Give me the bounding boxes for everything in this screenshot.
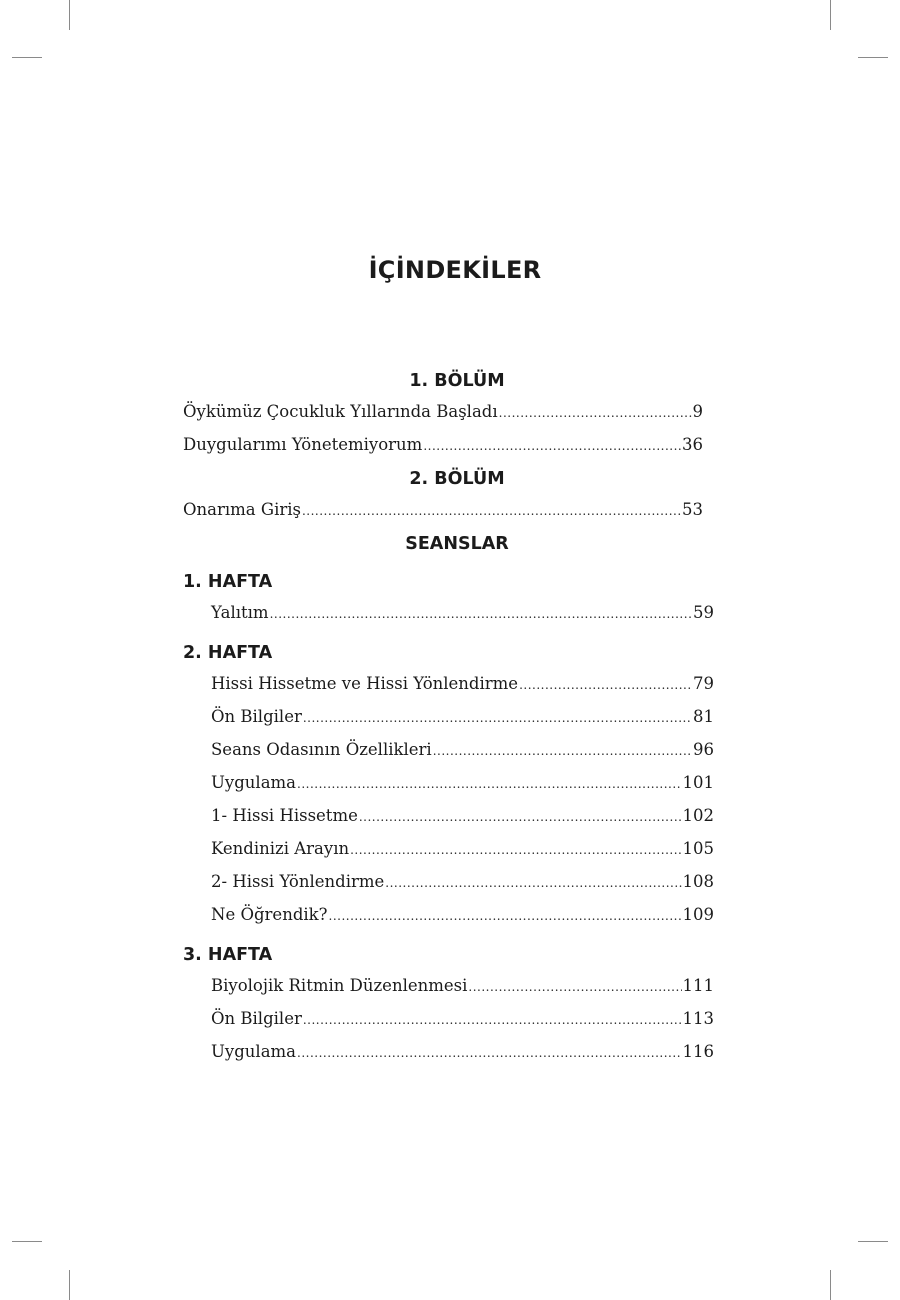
toc-entry-label: Yalıtım [211,603,269,622]
toc-entry-page: 108 [682,872,714,891]
crop-mark-bottom-right [830,1270,831,1300]
toc-entry-label: Ön Bilgiler [211,1009,302,1028]
toc-entry[interactable] [183,771,714,804]
crop-mark-bottom-left [69,1270,70,1300]
dot-leader [350,838,681,862]
dot-leader [499,401,692,425]
dot-leader [519,673,692,697]
toc-entry[interactable] [183,974,714,1007]
toc-entry[interactable] [183,433,703,466]
toc-entry-page: 101 [682,773,714,792]
toc-entry-label: Seans Odasının Özellikleri [211,740,432,759]
toc-entry-label: Öykümüz Çocukluk Yıllarında Başladı [183,402,498,421]
week-heading: 1. HAFTA [183,572,273,592]
toc-entry-label: Ön Bilgiler [211,707,302,726]
part-heading: 1. BÖLÜM [409,371,505,391]
toc-entry-page: 113 [682,1009,714,1028]
toc-entry-page: 59 [693,603,714,622]
week-heading: 3. HAFTA [183,945,273,965]
dot-leader [302,499,681,523]
dot-leader [433,739,692,763]
dot-leader [303,1008,682,1032]
dot-leader [468,975,681,999]
dot-leader [303,706,692,730]
toc-entry[interactable] [183,1007,714,1040]
toc-entry-page: 53 [682,500,703,519]
toc-entry-page: 81 [693,707,714,726]
toc-entry[interactable] [183,1040,714,1073]
toc-entry-page: 111 [682,976,714,995]
dot-leader [423,434,681,458]
toc-entry[interactable] [183,837,714,870]
crop-mark-top-right [858,57,888,58]
toc-entry[interactable] [183,601,714,634]
toc-entry-label: Hissi Hissetme ve Hissi Yönlendirme [211,674,519,693]
toc-entry[interactable] [183,672,714,705]
toc-entry-page: 102 [682,806,714,825]
toc-entry-label: 2- Hissi Yönlendirme [211,872,385,891]
toc-entry-page: 79 [693,674,714,693]
toc-entry[interactable] [183,705,714,738]
toc-entry-page: 109 [682,905,714,924]
toc-entry-page: 96 [693,740,714,759]
dot-leader [270,602,692,626]
dot-leader [359,805,682,829]
toc-entry-page: 116 [682,1042,714,1061]
toc-entry-label: Ne Öğrendik? [211,905,328,924]
toc-entry[interactable] [183,400,703,433]
toc-entry-page: 105 [682,839,714,858]
toc-entry-label: Duygularımı Yönetemiyorum [183,435,423,454]
toc-entry-label: 1- Hissi Hissetme [211,806,358,825]
crop-mark-top-right [830,0,831,30]
sessions-heading: SEANSLAR [405,534,509,554]
dot-leader [297,772,681,796]
crop-mark-top-left [12,57,42,58]
toc-entry-label: Onarıma Giriş [183,500,301,519]
toc-entry-page: 9 [692,402,703,421]
dot-leader [385,871,681,895]
part-heading: 2. BÖLÜM [409,469,505,489]
crop-mark-bottom-right [858,1241,888,1242]
toc-entry[interactable] [183,498,703,531]
toc-entry-label: Biyolojik Ritmin Düzenlenmesi [211,976,468,995]
toc-entry-label: Uygulama [211,1042,297,1061]
toc-entry-page: 36 [682,435,703,454]
crop-mark-top-left [69,0,70,30]
week-heading: 2. HAFTA [183,643,273,663]
table-of-contents [183,368,731,1073]
toc-entry-label: Uygulama [211,773,297,792]
page-title: İÇİNDEKİLER [368,256,542,284]
dot-leader [329,904,682,928]
dot-leader [297,1041,681,1065]
toc-entry[interactable] [183,738,714,771]
toc-entry-label: Kendinizi Arayın [211,839,350,858]
crop-mark-bottom-left [12,1241,42,1242]
toc-entry[interactable] [183,903,714,936]
toc-entry[interactable] [183,870,714,903]
toc-entry[interactable] [183,804,714,837]
